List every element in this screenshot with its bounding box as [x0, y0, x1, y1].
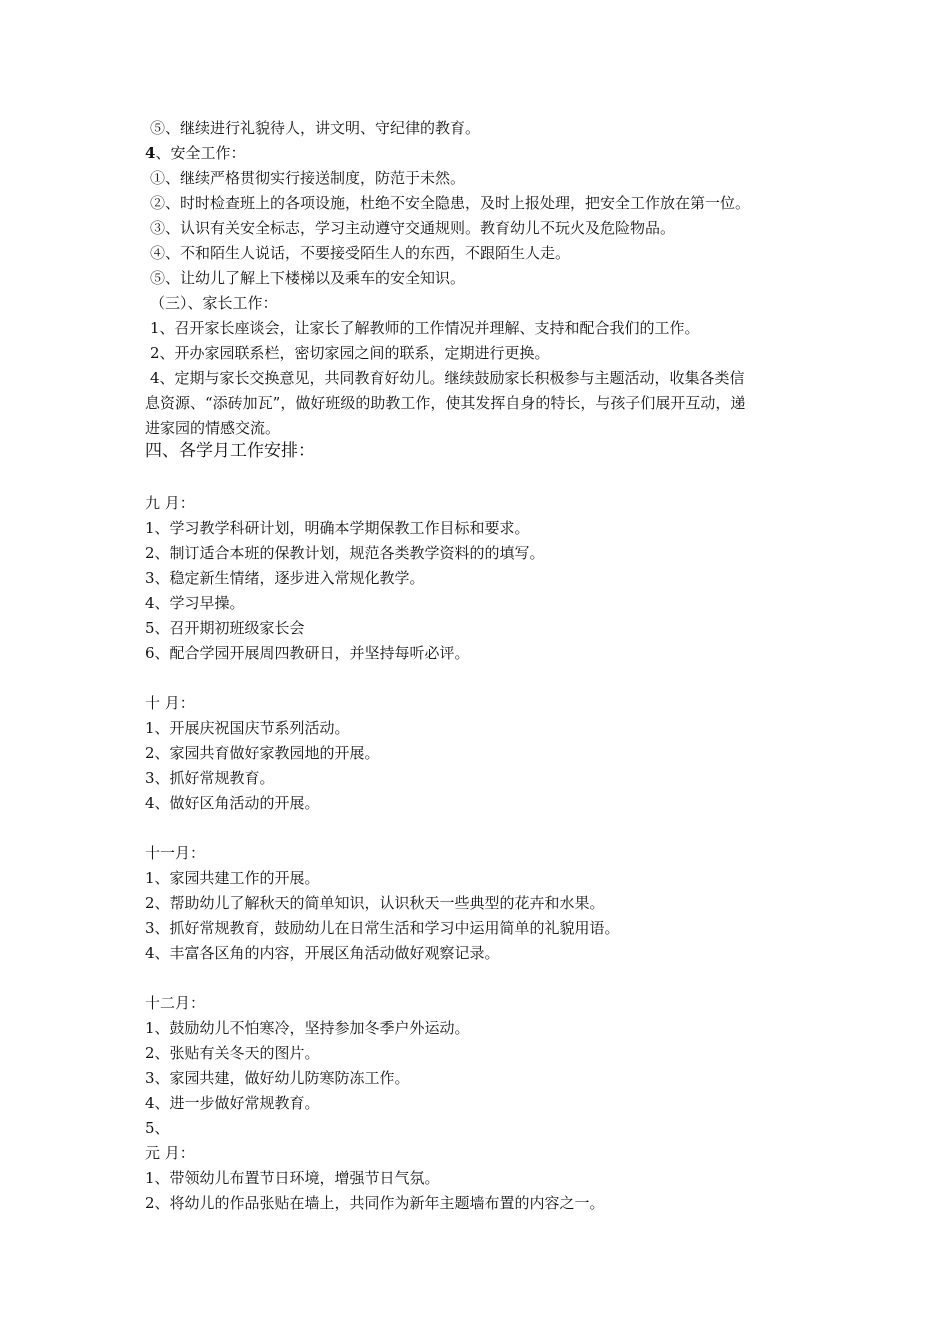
text-line: 息资源、“添砖加瓦”，做好班级的助教工作，使其发挥自身的特长，与孩子们展开互动，递: [145, 394, 746, 412]
list-item: 2、家园共育做好家教园地的开展。: [145, 744, 380, 762]
text-line: ⑤、继续进行礼貌待人，讲文明、守纪律的教育。: [150, 119, 481, 137]
list-item: 1、学习教学科研计划，明确本学期保教工作目标和要求。: [145, 519, 530, 537]
list-item: 3、抓好常规教育。: [145, 769, 275, 787]
list-item: 4、进一步做好常规教育。: [145, 1094, 320, 1112]
text-line: ⑤、让幼儿了解上下楼梯以及乘车的安全知识。: [150, 269, 466, 287]
text-line: ③、认识有关安全标志，学习主动遵守交通规则。教育幼儿不玩火及危险物品。: [150, 219, 676, 237]
list-item: 2、制订适合本班的保教计划，规范各类教学资料的的填写。: [145, 544, 545, 562]
list-item: 2、将幼儿的作品张贴在墙上，共同作为新年主题墙布置的内容之一。: [145, 1194, 605, 1212]
list-item: 4、做好区角活动的开展。: [145, 794, 320, 812]
list-item: 5、: [145, 1119, 170, 1137]
text-line: 4、定期与家长交换意见，共同教育好幼儿。继续鼓励家长积极参与主题活动，收集各类信: [150, 369, 745, 387]
month-heading: 九 月：: [145, 494, 195, 512]
section-heading-safety: [145, 143, 245, 163]
text-line: 进家园的情感交流。: [145, 419, 281, 437]
month-heading: 十 月：: [145, 694, 195, 712]
text-line: ①、继续严格贯彻实行接送制度，防范于未然。: [150, 169, 466, 187]
month-heading: 十二月：: [145, 994, 206, 1012]
list-item: 1、开展庆祝国庆节系列活动。: [145, 719, 350, 737]
list-item: 2、帮助幼儿了解秋天的简单知识，认识秋天一些典型的花卉和水果。: [145, 894, 605, 912]
section-title: 、安全工作：: [155, 144, 246, 162]
list-item: 4、学习早操。: [145, 594, 245, 612]
list-item: 3、家园共建，做好幼儿防寒防冻工作。: [145, 1069, 410, 1087]
month-heading: 十一月：: [145, 844, 206, 862]
text-line: ②、时时检查班上的各项设施，杜绝不安全隐患，及时上报处理，把安全工作放在第一位。: [150, 194, 751, 212]
list-item: 5、召开期初班级家长会: [145, 619, 305, 637]
list-item: 4、丰富各区角的内容，开展区角活动做好观察记录。: [145, 944, 500, 962]
list-item: 1、带领幼儿布置节日环境，增强节日气氛。: [145, 1169, 440, 1187]
section-heading-parents: （三）、家长工作：: [150, 294, 278, 312]
text-line: ④、不和陌生人说话，不要接受陌生人的东西，不跟陌生人走。: [150, 244, 571, 262]
list-item: 3、稳定新生情绪，逐步进入常规化教学。: [145, 569, 425, 587]
section-number: 4: [145, 144, 156, 162]
month-heading: 元 月：: [145, 1144, 195, 1162]
list-item: 6、配合学园开展周四教研日，并坚持每听必评。: [145, 644, 470, 662]
list-item: 1、家园共建工作的开展。: [145, 869, 320, 887]
list-item: 1、鼓励幼儿不怕寒冷，坚持参加冬季户外运动。: [145, 1019, 470, 1037]
text-line: 2、开办家园联系栏，密切家园之间的联系，定期进行更换。: [150, 344, 550, 362]
list-item: 2、张贴有关冬天的图片。: [145, 1044, 320, 1062]
list-item: 3、抓好常规教育，鼓励幼儿在日常生活和学习中运用简单的礼貌用语。: [145, 919, 620, 937]
section-heading-monthly: 四、各学月工作安排：: [145, 441, 315, 461]
text-line: 1、召开家长座谈会，让家长了解教师的工作情况并理解、支持和配合我们的工作。: [150, 319, 700, 337]
